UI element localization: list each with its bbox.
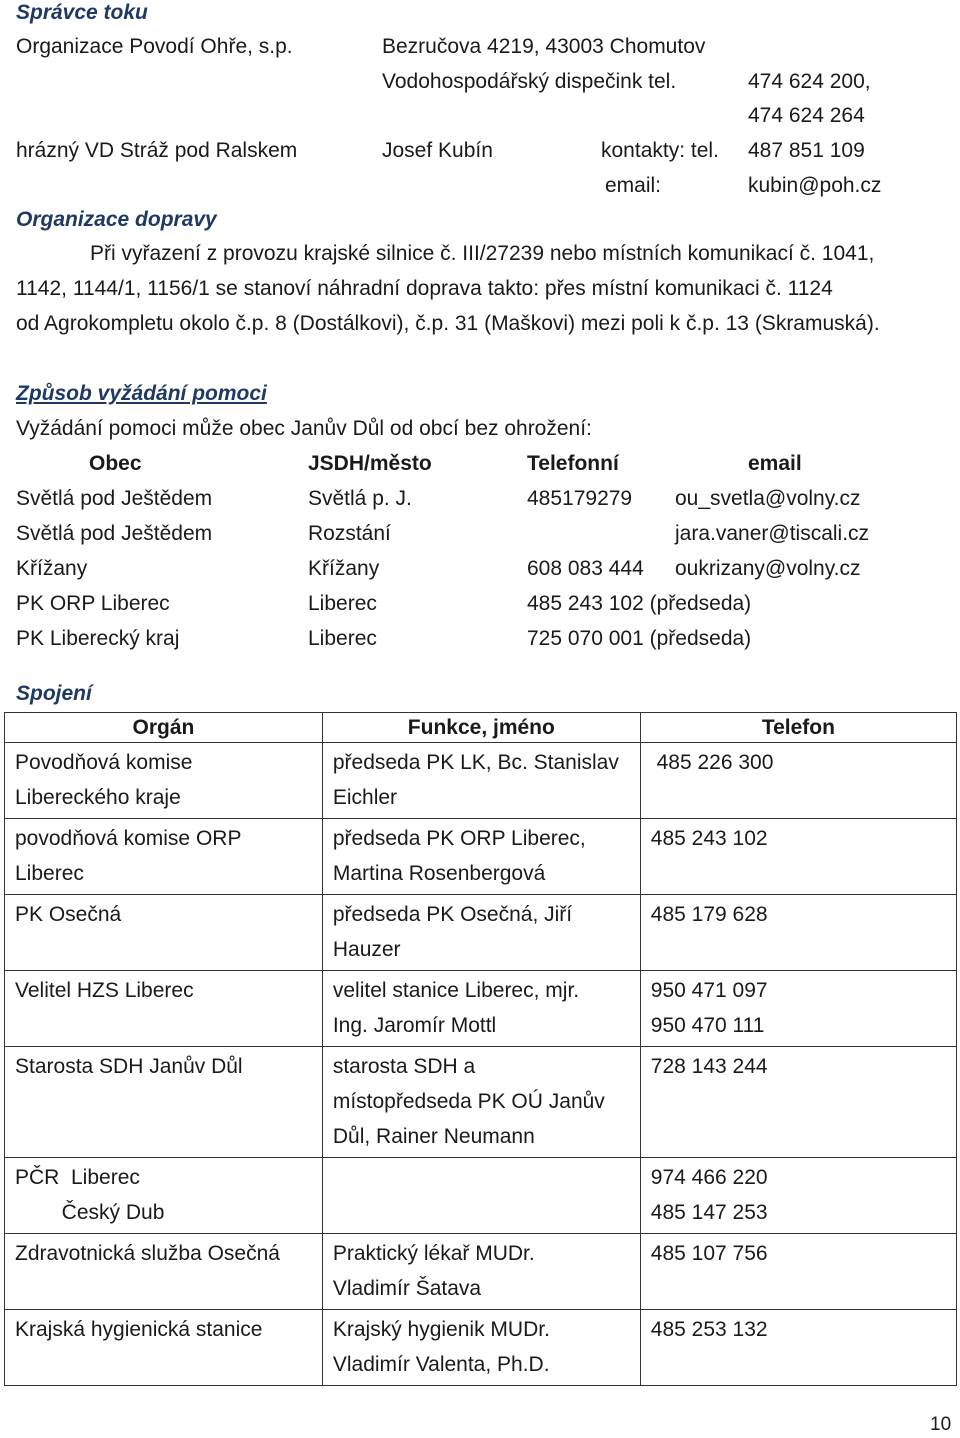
- spojeni-cell-telefon: 974 466 220 485 147 253: [640, 1158, 956, 1234]
- dispatch-tel-1: 474 624 200,: [748, 70, 871, 93]
- pomoc-row-1-obec: Světlá pod Ještědem: [16, 487, 213, 510]
- contact-tel: 487 851 109: [748, 139, 865, 162]
- section-title-spojeni: Spojení: [16, 682, 92, 705]
- pomoc-row-5-telefon: 725 070 001 (předseda): [527, 627, 752, 650]
- pomoc-row-1-jsdh: Světlá p. J.: [308, 487, 412, 510]
- table-row: [5, 1158, 957, 1234]
- dam-label: hrázný VD Stráž pod Ralskem: [16, 139, 298, 162]
- spojeni-cell-telefon: 485 226 300: [640, 743, 956, 819]
- spojeni-cell-telefon: 950 471 097 950 470 111: [640, 971, 956, 1047]
- org-address: Bezručova 4219, 43003 Chomutov: [382, 35, 706, 58]
- spojeni-cell-telefon: 485 179 628: [640, 895, 956, 971]
- table-row: [5, 895, 957, 971]
- contact-email: kubin@poh.cz: [748, 174, 882, 197]
- table-row: [5, 1047, 957, 1158]
- spojeni-header-organ: Orgán: [5, 713, 323, 743]
- table-row: [5, 743, 957, 819]
- pomoc-header-telefon: Telefonní: [527, 452, 619, 475]
- pomoc-intro: Vyžádání pomoci může obec Janův Důl od obcí bez ohrožení:: [16, 417, 592, 440]
- doprava-text-line-1: Při vyřazení z provozu krajské silnice č. III/27239 nebo místních komunikací č. 1041,: [90, 242, 875, 265]
- table-row: [5, 819, 957, 895]
- section-title-pomoc: Způsob vyžádání pomoci: [16, 382, 267, 405]
- table-row: [5, 971, 957, 1047]
- spojeni-cell-organ: Velitel HZS Liberec: [5, 971, 323, 1047]
- email-label: email:: [605, 174, 662, 197]
- pomoc-header-email: email: [748, 452, 802, 475]
- spojeni-cell-telefon: 485 243 102: [640, 819, 956, 895]
- doprava-text-line-2: 1142, 1144/1, 1156/1 se stanoví náhradní doprava takto: přes místní komunikaci č. 1124: [16, 277, 833, 300]
- doprava-text-line-3: od Agrokompletu okolo č.p. 8 (Dostálkovi), č.p. 31 (Maškovi) mezi poli k č.p. 13 (Skramuská).: [16, 312, 880, 335]
- spojeni-cell-organ: Krajská hygienická stanice: [5, 1310, 323, 1386]
- dispatch-tel-2: 474 624 264: [748, 104, 865, 127]
- spojeni-cell-organ: Povodňová komise Libereckého kraje: [5, 743, 323, 819]
- pomoc-header-jsdh: JSDH/město: [308, 452, 432, 475]
- table-row: [5, 1310, 957, 1386]
- pomoc-row-3-jsdh: Křížany: [308, 557, 380, 580]
- pomoc-row-1-email: ou_svetla@volny.cz: [675, 487, 861, 510]
- spojeni-cell-telefon: 485 107 756: [640, 1234, 956, 1310]
- pomoc-row-3-email: oukrizany@volny.cz: [675, 557, 861, 580]
- spojeni-cell-telefon: 728 143 244: [640, 1047, 956, 1158]
- spojeni-cell-funkce: velitel stanice Liberec, mjr. Ing. Jaromír Mottl: [322, 971, 640, 1047]
- dispatch-label: Vodohospodářský dispečink tel.: [382, 70, 677, 93]
- page-number: 10: [930, 1414, 952, 1435]
- pomoc-row-3-telefon: 608 083 444: [527, 557, 644, 580]
- spojeni-header-row: [5, 713, 957, 743]
- pomoc-row-4-obec: PK ORP Liberec: [16, 592, 170, 615]
- spojeni-cell-funkce: [322, 1158, 640, 1234]
- spojeni-table: [4, 712, 957, 1386]
- spojeni-cell-funkce: starosta SDH a místopředseda PK OÚ Janův Důl, Rainer Neumann: [322, 1047, 640, 1158]
- spojeni-cell-organ: Starosta SDH Janův Důl: [5, 1047, 323, 1158]
- pomoc-row-2-email: jara.vaner@tiscali.cz: [675, 522, 870, 545]
- pomoc-row-5-obec: PK Liberecký kraj: [16, 627, 180, 650]
- spojeni-cell-funkce: Krajský hygienik MUDr. Vladimír Valenta, Ph.D.: [322, 1310, 640, 1386]
- pomoc-row-5-jsdh: Liberec: [308, 627, 377, 650]
- pomoc-row-4-jsdh: Liberec: [308, 592, 377, 615]
- pomoc-row-2-obec: Světlá pod Ještědem: [16, 522, 213, 545]
- spojeni-header-telefon: Telefon: [640, 713, 956, 743]
- spojeni-cell-organ: PČR Liberec Český Dub: [5, 1158, 323, 1234]
- spojeni-header-funkce: Funkce, jméno: [322, 713, 640, 743]
- pomoc-row-4-telefon: 485 243 102 (předseda): [527, 592, 752, 615]
- org-name: Organizace Povodí Ohře, s.p.: [16, 35, 293, 58]
- spojeni-cell-telefon: 485 253 132: [640, 1310, 956, 1386]
- spojeni-cell-funkce: Praktický lékař MUDr. Vladimír Šatava: [322, 1234, 640, 1310]
- pomoc-row-3-obec: Křížany: [16, 557, 88, 580]
- dam-person: Josef Kubín: [382, 139, 493, 162]
- spojeni-cell-funkce: předseda PK Osečná, Jiří Hauzer: [322, 895, 640, 971]
- spojeni-cell-funkce: předseda PK LK, Bc. Stanislav Eichler: [322, 743, 640, 819]
- pomoc-row-1-telefon: 485179279: [527, 487, 633, 510]
- section-title-doprava: Organizace dopravy: [16, 208, 217, 231]
- spojeni-cell-organ: PK Osečná: [5, 895, 323, 971]
- spojeni-cell-funkce: předseda PK ORP Liberec, Martina Rosenbergová: [322, 819, 640, 895]
- spojeni-table-body: [5, 743, 957, 1386]
- spojeni-cell-organ: povodňová komise ORP Liberec: [5, 819, 323, 895]
- spojeni-cell-organ: Zdravotnická služba Osečná: [5, 1234, 323, 1310]
- table-row: [5, 1234, 957, 1310]
- section-title-spravce: Správce toku: [16, 1, 148, 24]
- pomoc-header-obec: Obec: [89, 452, 142, 475]
- pomoc-row-2-jsdh: Rozstání: [308, 522, 391, 545]
- contact-label: kontakty: tel.: [601, 139, 719, 162]
